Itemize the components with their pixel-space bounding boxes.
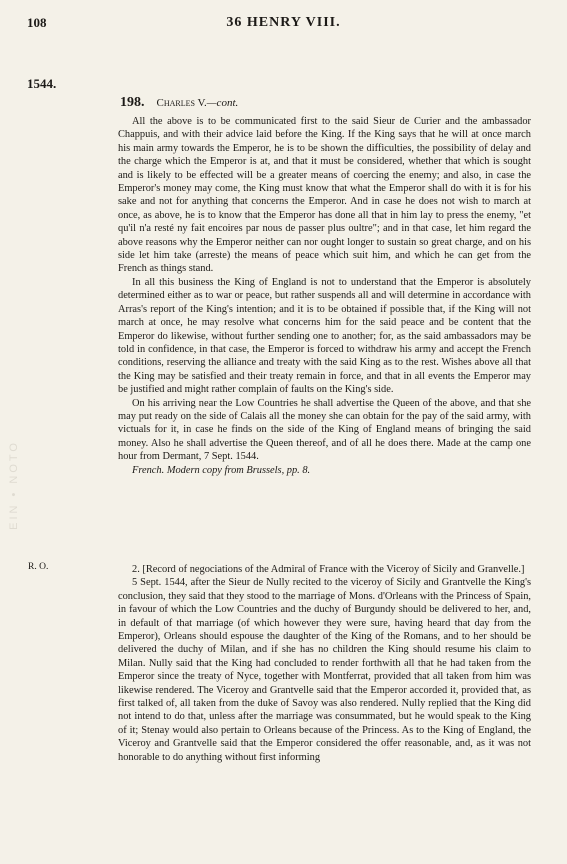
running-title: 36 HENRY VIII. bbox=[226, 15, 341, 30]
entry-body bbox=[118, 115, 531, 477]
entry-title: Charles V. bbox=[156, 97, 207, 109]
paragraph: 5 Sept. 1544, after the Sieur de Nully recited to the viceroy of Sicily and Grantvelle the King's conclusion, they said that they stood to the marriage of Mons. d'Orleans with the Princess of Spain, in favour of which the Low Countries and the duchy of Burgundy should be delivered to her, and, in default of that marriage (of which however they were sure, having heard that day from the Emperor), Orleans should espouse the daughter of the King of the Romans, and to her should be delivered the duchy of Milan, and if she has no children the King should resume his claim to Milan. Nully said that the King had concluded to render forthwith all that he had taken from the Emperor since the treaty of Nyce, together with Montferrat, provided that all taken from him was likewise rendered. The Viceroy and Grantvelle said that the Emperor accorded it, provided that, as first talked of, all taken from the duke of Savoy was also rendered. Nully replied that the King did not intend to do that, unless after the marriage was consummated, but he would speak to the King of it; Stenay would also pertain to Orleans because of the Princess. As to the King of England, the Viceroy and Grantvelle said that the Emperor considered the offer reasonable, and, as it was not honorable to do anything without first informing bbox=[118, 577, 531, 763]
paragraph: On his arriving near the Low Countries he shall advertise the Queen of the above, and that she may put ready on the side of Calais all the money she can obtain for the pay of the said army, with victuals for it, in case he finds on the side of the King of England means of bringing the said money. Also he shall advertise the Queen thereof, and of all he does there. Made at the camp one hour from Dermant, 7 Sept. 1544. bbox=[118, 397, 531, 463]
watermark: EIN • NOTO bbox=[8, 440, 20, 530]
source-note: French. Modern copy from Brussels, pp. 8. bbox=[132, 464, 311, 476]
margin-year: 1544. bbox=[27, 76, 57, 91]
margin-source-mark: R. O. bbox=[28, 562, 49, 572]
second-entry-body bbox=[118, 563, 531, 764]
paragraph: All the above is to be communicated first to the said Sieur de Curier and the ambassador Chappuis, and with their advice laid before the King. If the King says that he will at once march his main army towards the Emperor, he is to be shown the difficulties, the possibility of delay and the charge which the Emperor is at, and that it must be considered, whether that which is sought and is likely to be effected will be a greater means of coercing the enemy; and also, in case the Emperor's money may come, the King must know that what the Emperor shall do with it is for his sake and not for anything that concerns the Emperor. And in case he does not wish to march at once, as above, he is to know that the Emperor has done all that in him lay to press the enemy, "et qu'il n'a resté ny fait encoires par nous de passer plus oultre"; and in that case, let him regard the above reasons why the Emperor neither can nor ought longer to sustain so great charge, and on his side let him take (arreste) the means of peace which suit him, and which he can get from the French as things stand. bbox=[118, 116, 531, 275]
paragraph: 2. [Record of negociations of the Admiral of France with the Viceroy of Sicily and Granvelle.] bbox=[132, 564, 525, 575]
running-head bbox=[0, 15, 567, 37]
entry-heading bbox=[120, 93, 238, 111]
paragraph: In all this business the King of England is not to understand that the Emperor is absolutely determined either as to war or peace, but rather suspends all and will determine in accordance with Arras's report of the King's intention; and it is to be obtained if possible that, if the King will not march at once, he may resolve what concerns him for the said peace and be content that the Emperor do likewise, without further sending one to another; for, as the said ambassadors may be told in confidence, in that case, the Emperor is forced to withdraw his army and accept the French conditions, reserving the alliance and treaty with the said King as to the rest. Wishes above all that the King may be satisfied and their treaty remain in force, and that in all events the Emperor may be justified and might rather complain of faults on the King's side. bbox=[118, 276, 531, 396]
entry-number: 198. bbox=[120, 95, 145, 110]
entry-continued: —cont. bbox=[206, 97, 239, 109]
page-number: 108 bbox=[27, 15, 47, 30]
